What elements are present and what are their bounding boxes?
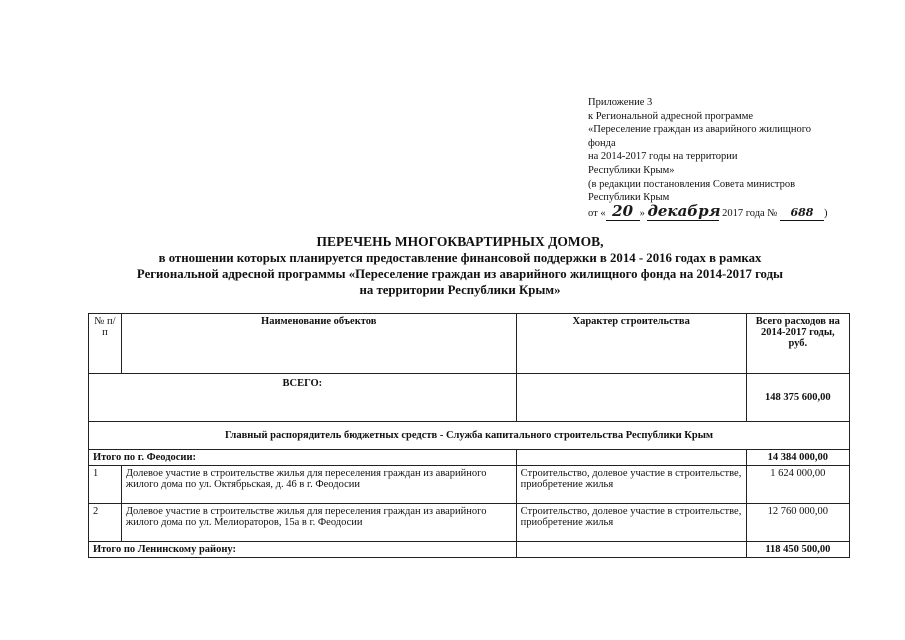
doc-number: 688: [790, 205, 814, 219]
appendix-line: Республики Крым: [588, 192, 670, 204]
row-character: Строительство, долевое участие в строительстве, приобретение жилья: [516, 504, 746, 542]
date-month: декабря: [647, 201, 721, 220]
total-label: ВСЕГО:: [89, 374, 517, 422]
table-row: [89, 466, 850, 504]
feodosia-label: Итого по г. Феодосии:: [89, 450, 517, 466]
row-no: 2: [89, 504, 122, 542]
subtotal-empty-cell: [516, 542, 746, 558]
title-line-1: ПЕРЕЧЕНЬ МНОГОКВАРТИРНЫХ ДОМОВ,: [316, 234, 604, 249]
appendix-line: (в редакции постановления Совета министров: [588, 178, 796, 190]
section-row: [89, 422, 850, 450]
title-line-4: на территории Республики Крым»: [359, 283, 561, 297]
header-total: Всего расходов на 2014-2017 годы, руб.: [746, 314, 849, 374]
row-character: Строительство, долевое участие в строительстве, приобретение жилья: [516, 466, 746, 504]
date-prefix: от «: [588, 207, 606, 219]
appendix-line: Республики Крым»: [588, 164, 675, 176]
total-row: [89, 374, 850, 422]
table-header-row: [89, 314, 850, 374]
total-empty-cell: [516, 374, 746, 422]
total-value: 148 375 600,00: [746, 374, 849, 422]
resolution-date-line: [588, 201, 858, 222]
row-total: 1 624 000,00: [746, 466, 849, 504]
title-line-3: Региональной адресной программы «Переселение граждан из аварийного жилищного фонда на 2014-2017 годы: [136, 267, 784, 281]
feodosia-value: 14 384 000,00: [746, 450, 849, 466]
appendix-line: фонда: [588, 137, 616, 149]
header-name: Наименование объектов: [121, 314, 516, 374]
date-day: 20: [612, 201, 634, 220]
appendix-line: на 2014-2017 годы на территории: [588, 151, 738, 163]
row-no: 1: [89, 466, 122, 504]
appendix-line: «Переселение граждан из аварийного жилищного: [588, 124, 812, 136]
lenin-value: 118 450 500,00: [746, 542, 849, 558]
document-title: [60, 234, 860, 298]
title-line-2: в отношении которых планируется предоставление финансовой поддержки в 2014 - 2016 годах в рамках: [158, 251, 762, 265]
row-total: 12 760 000,00: [746, 504, 849, 542]
header-character: Характер строительства: [516, 314, 746, 374]
header-no: № п/п: [89, 314, 122, 374]
date-end: ): [823, 207, 828, 219]
subtotal-row: [89, 542, 850, 558]
date-year: 2017 года №: [722, 207, 778, 219]
row-name: Долевое участие в строительстве жилья для переселения граждан из аварийного жилого дома по ул. Октябрьская, д. 46 в г. Феодосии: [121, 466, 516, 504]
subtotal-empty-cell: [516, 450, 746, 466]
row-name: Долевое участие в строительстве жилья для переселения граждан из аварийного жилого дома по ул. Мелиораторов, 15а в г. Феодосии: [121, 504, 516, 542]
section-label: Главный распорядитель бюджетных средств - Служба капитального строительства Республики Крым: [89, 422, 850, 450]
appendix-block: [588, 96, 858, 221]
table-row: [89, 504, 850, 542]
lenin-label: Итого по Ленинскому району:: [89, 542, 517, 558]
appendix-line: к Региональной адресной программе: [588, 110, 754, 122]
buildings-table: [88, 313, 850, 558]
subtotal-row: [89, 450, 850, 466]
appendix-line: Приложение 3: [588, 97, 653, 108]
date-mid: »: [639, 207, 645, 219]
